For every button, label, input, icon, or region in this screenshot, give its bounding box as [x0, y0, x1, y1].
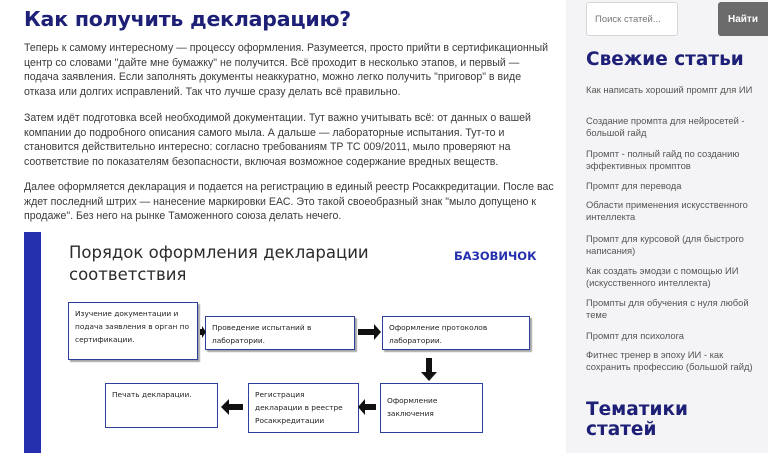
- diagram-step-5: Регистрация декларации в реестре Росаккредитации: [248, 383, 359, 433]
- article-title: Как получить декларацию?: [24, 7, 351, 31]
- article-link[interactable]: Промпт для психолога: [586, 330, 685, 341]
- article-link[interactable]: Как написать хороший промпт для ИИ: [586, 84, 753, 95]
- diagram-step-4: Оформление заключения: [380, 383, 483, 433]
- article-paragraph: Далее оформляется декларация и подается на регистрацию в единый реестр Росаккредитации. После вас ждет последний штрих — нанесение маркировки ЕАС. Это такой своеобразный знак "мыло допущено к продаже". Без него на рынке Таможенного союза делать нечего.: [24, 181, 554, 223]
- search-button[interactable]: Найти: [718, 2, 768, 36]
- article-paragraph: Теперь к самому интересному — процессу оформления. Разумеется, просто прийти в сертификационный центр со словами "дайте мне бумажку" не получится. Всё проходит в несколько этапов, и первый — подача заявления. Если заполнять документы неаккуратно, можно легко получить "приговор" в виде отказа или долгих исправлений. Так что лучше сразу делать всё правильно.: [24, 42, 549, 98]
- diagram-step-2: Проведение испытаний в лаборатории.: [205, 316, 355, 350]
- search-input[interactable]: [586, 2, 678, 36]
- arrow-right-icon: [358, 324, 381, 340]
- diagram-step-6: Печать декларации.: [105, 383, 218, 428]
- topics-heading: Тематики статей: [586, 399, 688, 440]
- article-link[interactable]: Области применения искусственного интеллекта: [586, 199, 748, 223]
- diagram-arrows: [24, 232, 561, 453]
- diagram-step-3: Оформление протоколов лаборатории.: [382, 316, 530, 350]
- arrow-left-icon: [358, 399, 376, 415]
- arrow-left-icon: [221, 399, 243, 415]
- article-link[interactable]: Промпт для курсовой (для быстрого написания): [586, 233, 744, 257]
- diagram-title: Порядок оформления декларации соответствия: [69, 243, 369, 284]
- article-link[interactable]: Промпт - полный гайд по созданию эффективных промптов: [586, 148, 740, 172]
- article-link[interactable]: Фитнес тренер в эпоху ИИ - как сохранить профессию (большой гайд): [586, 349, 753, 373]
- diagram-step-1: Изучение документации и подача заявления в орган по сертификации.: [68, 302, 198, 360]
- article-paragraph: Затем идёт подготовка всей необходимой документации. Тут важно учитывать всё: от данных о вашей компании до подробного описания самого мыла. А дальше — лабораторные испытания. Тут-то и становится действительно интересно: согласно требованиям ТР ТС 009/2011, мыло проверяют на соответствие по показателям безопасности, включая возможное содержание вредных веществ.: [24, 112, 531, 168]
- article-link[interactable]: Промпты для обучения с нуля любой теме: [586, 297, 749, 321]
- sidebar: [566, 0, 768, 453]
- fresh-articles-heading: Свежие статьи: [586, 49, 744, 70]
- arrow-down-icon: [421, 358, 437, 381]
- article-link[interactable]: Создание промпта для нейросетей - большой гайд: [586, 115, 745, 139]
- arrow-right-icon: [200, 326, 206, 338]
- diagram-brand-logo: БАЗОВИЧОК: [454, 249, 537, 263]
- article-link[interactable]: Промпт для перевода: [586, 180, 682, 191]
- declaration-process-diagram: [24, 232, 561, 453]
- article-link[interactable]: Как создать эмодзи с помощью ИИ (искусственного интеллекта): [586, 265, 739, 289]
